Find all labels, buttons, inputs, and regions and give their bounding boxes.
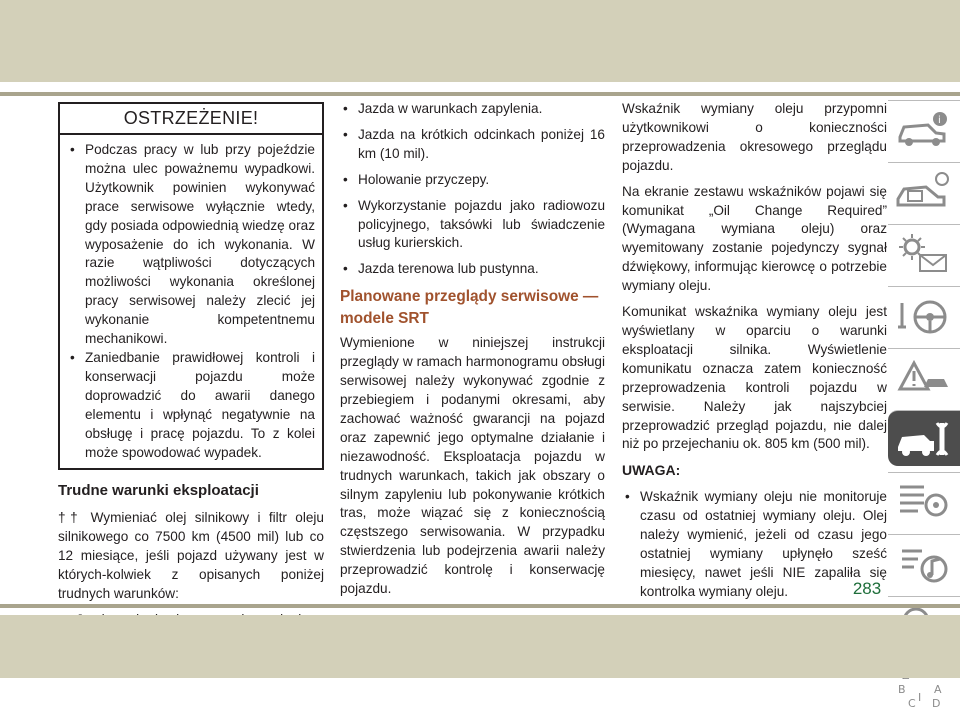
sun-envelope-icon — [894, 231, 954, 275]
list-item: • Jazda na krótkich odcinkach poniżej 16 km (10 mil). — [340, 126, 605, 164]
specifications-list-icon — [894, 479, 954, 523]
column-1 — [58, 100, 324, 653]
warning-item: • Zaniedbanie prawidłowej kontroli i konserwacji pojazdu może doprowadzić do awarii danego elementu i wpłynąć negatywnie na obsługę i pracę pojazdu. To z kolei może spowodować wypadek. — [67, 349, 315, 462]
tab-multimedia[interactable] — [888, 534, 960, 590]
tab-steering-wheel[interactable] — [888, 286, 960, 342]
page-number: 283 — [852, 579, 882, 598]
note-item: • Wskaźnik wymiany oleju nie monitoruje czasu od ostatniej wymiany oleju. Olej należy wymienić, jeżeli od czasu jego ostatniej wymiany upłynęło sześć miesięcy, nawet jeśli NIE zapaliła się kontrolka wymiany oleju. — [622, 488, 887, 601]
bottom-decorative-band — [0, 615, 960, 678]
car-door-icon — [894, 169, 954, 213]
tab-specifications[interactable] — [888, 472, 960, 528]
steering-wheel-key-icon — [894, 293, 954, 337]
tab-car-door[interactable] — [888, 162, 960, 218]
srt-body: Wymienione w niniejszej instrukcji przeglądy w ramach harmonogramu obsługi serwisowej należy wykonywać zgodnie z przebiegiem i podanymi okresami, aby zachować ważność gwarancji na pojazd oraz zapewnić jego optymalne działanie i niezawodność. Eksploatacja pojazdu w trudnych warunkach, takich jak obszary o silnym zapyleniu lub pokonywanie krótkich tras, może wiązać się z koniecznością częstszego serwisowania. W przypadku stwierdzenia lub podejrzenia awarii należy przeprowadzić kontrolę i konserwację pojazdu. — [340, 335, 605, 597]
list-item: • Wykorzystanie pojazdu jako radiowozu policyjnego, taksówki lub świadczenie usług kurierskich. — [340, 197, 605, 254]
warning-car-icon — [894, 355, 954, 399]
warning-title: OSTRZEŻENIE! — [60, 104, 322, 135]
top-decorative-band — [0, 0, 960, 82]
index-letter: C — [908, 697, 916, 710]
column-2 — [340, 100, 605, 606]
section-heading-severe: Trudne warunki eksploatacji — [58, 482, 259, 500]
srt-heading-line-2: modele SRT — [340, 310, 429, 328]
warning-item: • Podczas pracy w lub przy pojeździe można ulec poważnemu wypadkowi. Użytkownik powinien wykonywać prace serwisowe wyłącznie wtedy, gdy posiada odpowiednią wiedzę oraz wyposażenie do ich wykonania. W razie wątpliwości dotyczących możliwości wykonania określonej pracy serwisowej należy zlecić jej wykonanie kompetentnemu mechanikowi. — [67, 141, 315, 349]
tab-car-wrench-active[interactable] — [888, 410, 960, 466]
paragraph: Na ekranie zestawu wskaźników pojawi się komunikat „Oil Change Required” (Wymagana wymiana oleju) oraz wyemitowany zostanie pojedynczy sygnał dźwiękowy, informując kierowcę o potrzebie wymiany oleju. — [622, 183, 887, 294]
paragraph: Wskaźnik wymiany oleju przypomni użytkownikowi o konieczności przeprowadzenia okresowego przeglądu pojazdu. — [622, 101, 887, 173]
warning-body — [60, 135, 322, 468]
column-3 — [622, 100, 887, 609]
severe-intro: †† Wymieniać olej silnikowy i filtr oleju silnikowego co 7500 km (4500 mil) lub co 12 miesiące, jeśli pojazd używany jest w których-kolwiek z opisanych poniżej trudnych warunków: — [58, 510, 324, 602]
svg-text:i: i — [938, 115, 941, 126]
index-letter: D — [932, 697, 941, 710]
list-item: • Jazda terenowa lub pustynna. — [340, 260, 605, 279]
srt-heading-line-1: Planowane przeglądy serwisowe — — [340, 288, 599, 306]
section-heading-srt — [340, 286, 605, 330]
index-letter: A — [934, 683, 942, 696]
warning-box — [58, 102, 324, 470]
list-item: • Jazda w warunkach zapylenia. — [340, 100, 605, 119]
music-note-icon — [894, 541, 954, 585]
tab-warning-car[interactable] — [888, 348, 960, 404]
car-info-icon — [894, 107, 954, 151]
car-wrench-icon — [894, 417, 954, 461]
tab-car-info[interactable] — [888, 100, 960, 156]
note-heading: UWAGA: — [622, 462, 681, 479]
index-letter: I — [918, 691, 922, 704]
paragraph: Komunikat wskaźnika wymiany oleju jest wyświetlany w oparciu o warunki eksploatacji silnika. Wyświetlenie komunikatu oznacza zatem konieczność przeprowadzenia kontroli pojazdu w serwisie. Należy jak najszybciej przeprowadzić przegląd pojazdu, nie dalej niż po przejechaniu ok. 805 km (500 mil). — [622, 304, 887, 452]
tab-sun-envelope[interactable] — [888, 224, 960, 280]
top-divider-line — [0, 92, 960, 96]
bottom-divider-line — [0, 604, 960, 608]
list-item: • Holowanie przyczepy. — [340, 171, 605, 190]
index-letter: B — [898, 683, 906, 696]
